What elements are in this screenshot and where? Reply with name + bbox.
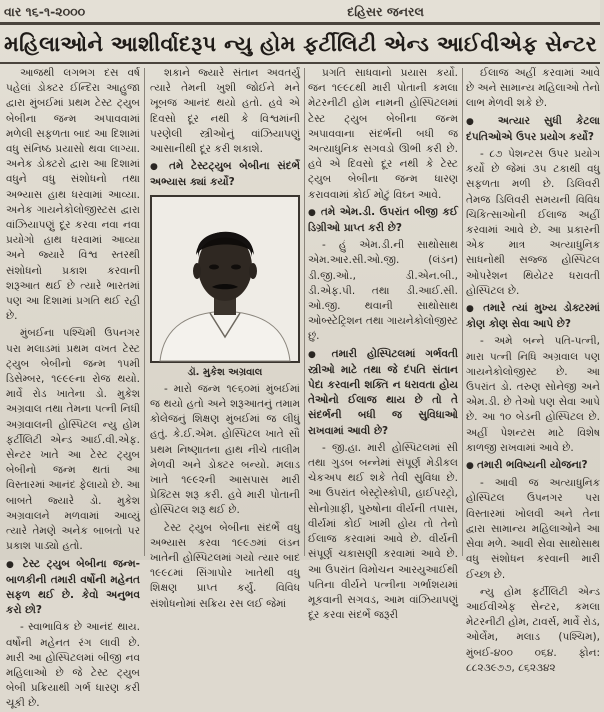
contact-address: ન્યુ હોમ ફર્ટીલિટી એન્ડ આઈવીએફ સેન્ટર, કમલા મેટરનીટી હોમ, ટાવર્સ, માર્વે રોડ, ઓર્લેમ, મલાડ (પશ્ચિમ), મુંબઈ-૪૦૦ ૦૬૪. ફોન: ૮૮૨૩૯૭૭, ૮૬૨૩૪૨ bbox=[466, 585, 600, 674]
paragraph: પ્રગતિ સાધવાનો પ્રયાસ કર્યો. જન ૧૯૯૮થી મારી પોતાની કમલા મેટરનીટી હોમ નામની હોસ્પિટલમાં ટેસ્ટ ટ્યુબ બેબીના જન્મ અપાવવાના સંદર્ભની બધી જ અત્યાધુનિક સગવડો ઊભી કરી છે. હવે એ દિવસો દૂર નથી કે ટેસ્ટ ટ્યુબ બેબીના જન્મ ધારણ કરાવવામાં કોઈ મોટું વિઘ્ન આવે. bbox=[308, 67, 458, 201]
column-divider bbox=[144, 68, 145, 556]
article-headline: મહિલાઓને આશીર્વાદરૂપ ન્યુ હોમ ફર્ટીલિટી એન્ડ આઈવીએફ સેન્ટર bbox=[4, 32, 597, 56]
interview-answer: - જી.હા. મારી હોસ્પિટલમાં સી તથા ગુડબ બન્નેમાં સંપૂર્ણ મેડીકલ ચેકઅપ થઈ શકે તેવી સુવિધા છે. આ ઉપરાંત બેસ્ટ્રોસ્કોપી, હાઈપરટ્રો, સોનોગ્રાફી, પુરુષોના વીર્યની તપાસ, વીર્યમાં કોઈ ખામી હોય તો તેનો ઈલાજ કરવામાં આવે છે. વીર્યની સંપૂર્ણ ચકાસણી કરવામાં આવે છે. આ ઉપરાંત વિમોચન આરયુઆઈથી પતિના વીર્યને પત્નીના ગર્ભાશયમાં મૂકવાની સગવડ, આમ વાંઝિયાપણું દૂર કરવા સંદર્ભે જરૂરી bbox=[308, 441, 458, 622]
headline-rule bbox=[0, 62, 600, 64]
column-divider bbox=[304, 68, 305, 556]
interview-question: ● તમારે ત્યાં મુખ્ય ડોક્ટરમાં કોણ કોણ સેવા આપે છે? bbox=[466, 301, 600, 332]
interview-question: ● તમારી ભવિષ્યની યોજના? bbox=[466, 458, 600, 474]
interview-answer: - મારો જન્મ ૧૯૬૦માં મુંબઈમાં જ થયો હતો અને શરૂઆતનું તમામ કોલેજનું શિક્ષણ મુંબઈમાં જ લીધું હતું. કે.ઈ.એમ. હોસ્પિટલ ખાતે સૌ પ્રથમ નિષ્ણાતના હાથ નીચે તાલીમ મેળવી અને ડોક્ટર બન્યો. મલાડ ખાતે ૧૯૯૨ની આસપાસ મારી પ્રેક્ટિસ શરૂ કરી. હવે મારી પોતાની હોસ્પિટલ શરૂ થઈ છે. bbox=[150, 382, 300, 517]
column-2 bbox=[150, 66, 300, 610]
paragraph: ટેસ્ટ ટ્યુબ બેબીના સંદર્ભે વધુ અભ્યાસ કરવા ૧૯૯૭માં લંડન ખાતેની હોસ્પિટલમાં ગયો ત્યાર બાદ ૧૯૯૮માં સિંગાપોર ખાતેથી વધુ શિક્ષણ પ્રાપ્ત કર્યું. વિવિધ સંશોધનોમાં સક્રિય રસ લઈ જેમાં bbox=[150, 521, 300, 610]
photo-caption: ડૉ. મુકેશ અગ્રવાલ bbox=[187, 366, 263, 378]
portrait-illustration bbox=[152, 197, 298, 361]
interview-question: ● તમારી હોસ્પિટલમાં ગર્ભવતી સ્ત્રીઓ માટે તથા જે દંપતિ સંતાન પેદા કરવાની શક્તિ ન ધરાવતા હોય તેઓનો ઈલાજ થાય છે તો તે સંદર્ભની બધી જ સુવિધાઓ રાખવામાં આવી છે? bbox=[308, 347, 458, 439]
interview-question: ● અત્યાર સુધી કેટલા દંપતિઓએ ઉપર પ્રયોગ કર્યો? bbox=[466, 114, 600, 145]
interview-question: ● ટેસ્ટ ટ્યુબ બેબીના જન્મ-બાળકીની તમારી વર્ષોની મહેનત સફળ થઈ છે. કેવો અનુભવ કરો છો? bbox=[6, 557, 140, 619]
paragraph: આજથી લગભગ દસ વર્ષ પહેલાં ડોક્ટર ઈન્દિરા આહુજા દ્વારા મુંબઈમાં પ્રથમ ટેસ્ટ ટ્યુબ બેબીના જન્મ અપાવવામાં મળેલી સફળતા બાદ આ દિશામાં વધુ સંનિષ્ઠ પ્રયાસો થવા લાગ્યા. અનેક ડોક્ટરો દ્વારા આ દિશામાં વધુને વધુ સંશોધનો તથા અભ્યાસ હાથ ધરવામાં આવ્યા. અનેક ગાયનેકોલોજીસ્ટસ દ્વારા વાંઝિયાપણું દૂર કરવા નવા નવા પ્રયોગો હાથ ધરવામાં આવ્યા અને જ્યારે વિશ્વ સ્તરથી સંશોધનો પ્રકાશ કરવાની શરૂઆત થઈ છે ત્યારે ભારતમાં પણ આ દિશામાં પ્રગતિ થઈ રહી છે. bbox=[6, 67, 140, 323]
column-3 bbox=[308, 66, 458, 622]
column-4 bbox=[466, 66, 600, 674]
column-1 bbox=[6, 66, 140, 710]
doctor-portrait-photo bbox=[150, 195, 300, 363]
interview-question: ● તમે ટેસ્ટટ્યુબ બેબીના સંદર્ભે અભ્યાસ ક્યાં કર્યો? bbox=[150, 159, 300, 190]
newspaper-name: દહિસર જનરલ bbox=[347, 4, 424, 19]
interview-answer: - હું એમ.ડી.ની સાથોસાથ એમ.આર.સી.ઓ.જી. (લંડન) ડી.જી.ઓ., ડી.એન.બી., ડી.એફ.પી. તથા ડી.આઈ.સી. ઓ.જી. થવાની સાથોસાથ ઓબ્સ્ટેટ્રિશન તથા ગાયનેકોલોજીસ્ટ છું. bbox=[308, 239, 458, 343]
paragraph: મુંબઈના પશ્ચિમી ઉપનગર પરા મલાડમાં પ્રથમ વખત ટેસ્ટ ટ્યુબ બેબીનો જન્મ ૧૫મી ડિસેમ્બર, ૧૯૯૯ના રોજ થયો. માર્વે રોડ ખાતેના ડો. મુકેશ અગ્રવાલ તથા તેમના પત્ની નિધી અગ્રવાલની હોસ્પિટલ ન્યુ હોમ ફર્ટીલિટી એન્ડ આઈ.વી.એફ. સેન્ટર ખાતે આ ટેસ્ટ ટ્યુબ બેબીનો જન્મ થતાં આ વિસ્તારમાં આનંદ ફેલાયો છે. આ બાબતે જ્યારે ડો. મુકેશ અગ્રવાલને મળવામાં આવ્યું ત્યારે તેમણે અનેક બાબતો પર પ્રકાશ પાડ્યો હતો. bbox=[6, 327, 140, 553]
interview-answer: - આવી જ અત્યાધુનિક હોસ્પિટલ ઉપનગર પરા વિસ્તારમાં ખોલવી અને તેના દ્વારા સામાન્ય મહિલાઓને આ સેવા મળે. આવી સેવા સાથોસાથ વધુ સંશોધન કરવાની મારી ઈચ્છા છે. bbox=[466, 477, 600, 581]
top-rule bbox=[0, 22, 600, 25]
column-divider bbox=[462, 68, 463, 556]
issue-date: વાર ૧૬-૧-૨૦૦૦ bbox=[4, 4, 86, 19]
paragraph: શકાને જ્યારે સંતાન અવતર્યું ત્યારે તેમની ખુશી જોઈને મને ખૂબજ આનંદ થયો હતો. હવે એ દિવસો દૂર નથી કે વિશ્વમાંની પરણેલી સ્ત્રીઓનું વાંઝિયાપણું આસાનીથી દૂર કરી શકાશે. bbox=[150, 67, 300, 156]
paragraph: ઈલાજ અહીં કરવામાં આવે છે અને સામાન્ય મહિલાઓ તેનો લાભ મેળવી શકે છે. bbox=[466, 67, 600, 110]
dateline bbox=[4, 2, 596, 22]
interview-question: ● તમે એમ.ડી. ઉપરાંત બીજી કઈ ડિગ્રીઓ પ્રાપ્ત કરી છે? bbox=[308, 205, 458, 236]
interview-answer: - ૮૭ પેશન્ટસ ઉપર પ્રયોગ કર્યો છે જેમાં ૩૫ ટકાથી વધુ સફળતા મળી છે. ડિલિવરી તેમજ ડિલિવરી સમયની વિવિધ ચિકિત્સાઓની ઈલાજ અહીં કરવામાં આવે છે. આ પ્રકારની એક માત્ર અત્યાધુનિક સાધનોથી સજ્જ હોસ્પિટલ ઓપરેશન થિયેટર ધરાવતી હોસ્પિટલ છે. bbox=[466, 148, 600, 297]
interview-answer: - અમે બન્ને પતિ-પત્ની, મારા પત્ની નિધિ અગ્રવાલ પણ ગાયનેકોલોજીસ્ટ છે. આ ઉપરાંત ડો. તરુણ સોનેજી અને એમ.ડી. છે તેઓ પણ સેવા આપે છે. આ ૧૦ બેડની હોસ્પિટલ છે. અહીં પેશન્ટસ માટે વિશેષ કાળજી રાખવામાં આવે છે. bbox=[466, 335, 600, 454]
interview-answer: - સ્વાભાવિક છે આનંદ થાય. વર્ષોની મહેનત રંગ લાવી છે. મારી આ હોસ્પિટલમાં બીજી નવ મહિલાઓ છે જે ટેસ્ટ ટ્યુબ બેબી પ્રક્રિયાથી ગર્ભ ધારણ કરી ચૂકી છે. bbox=[6, 621, 140, 710]
